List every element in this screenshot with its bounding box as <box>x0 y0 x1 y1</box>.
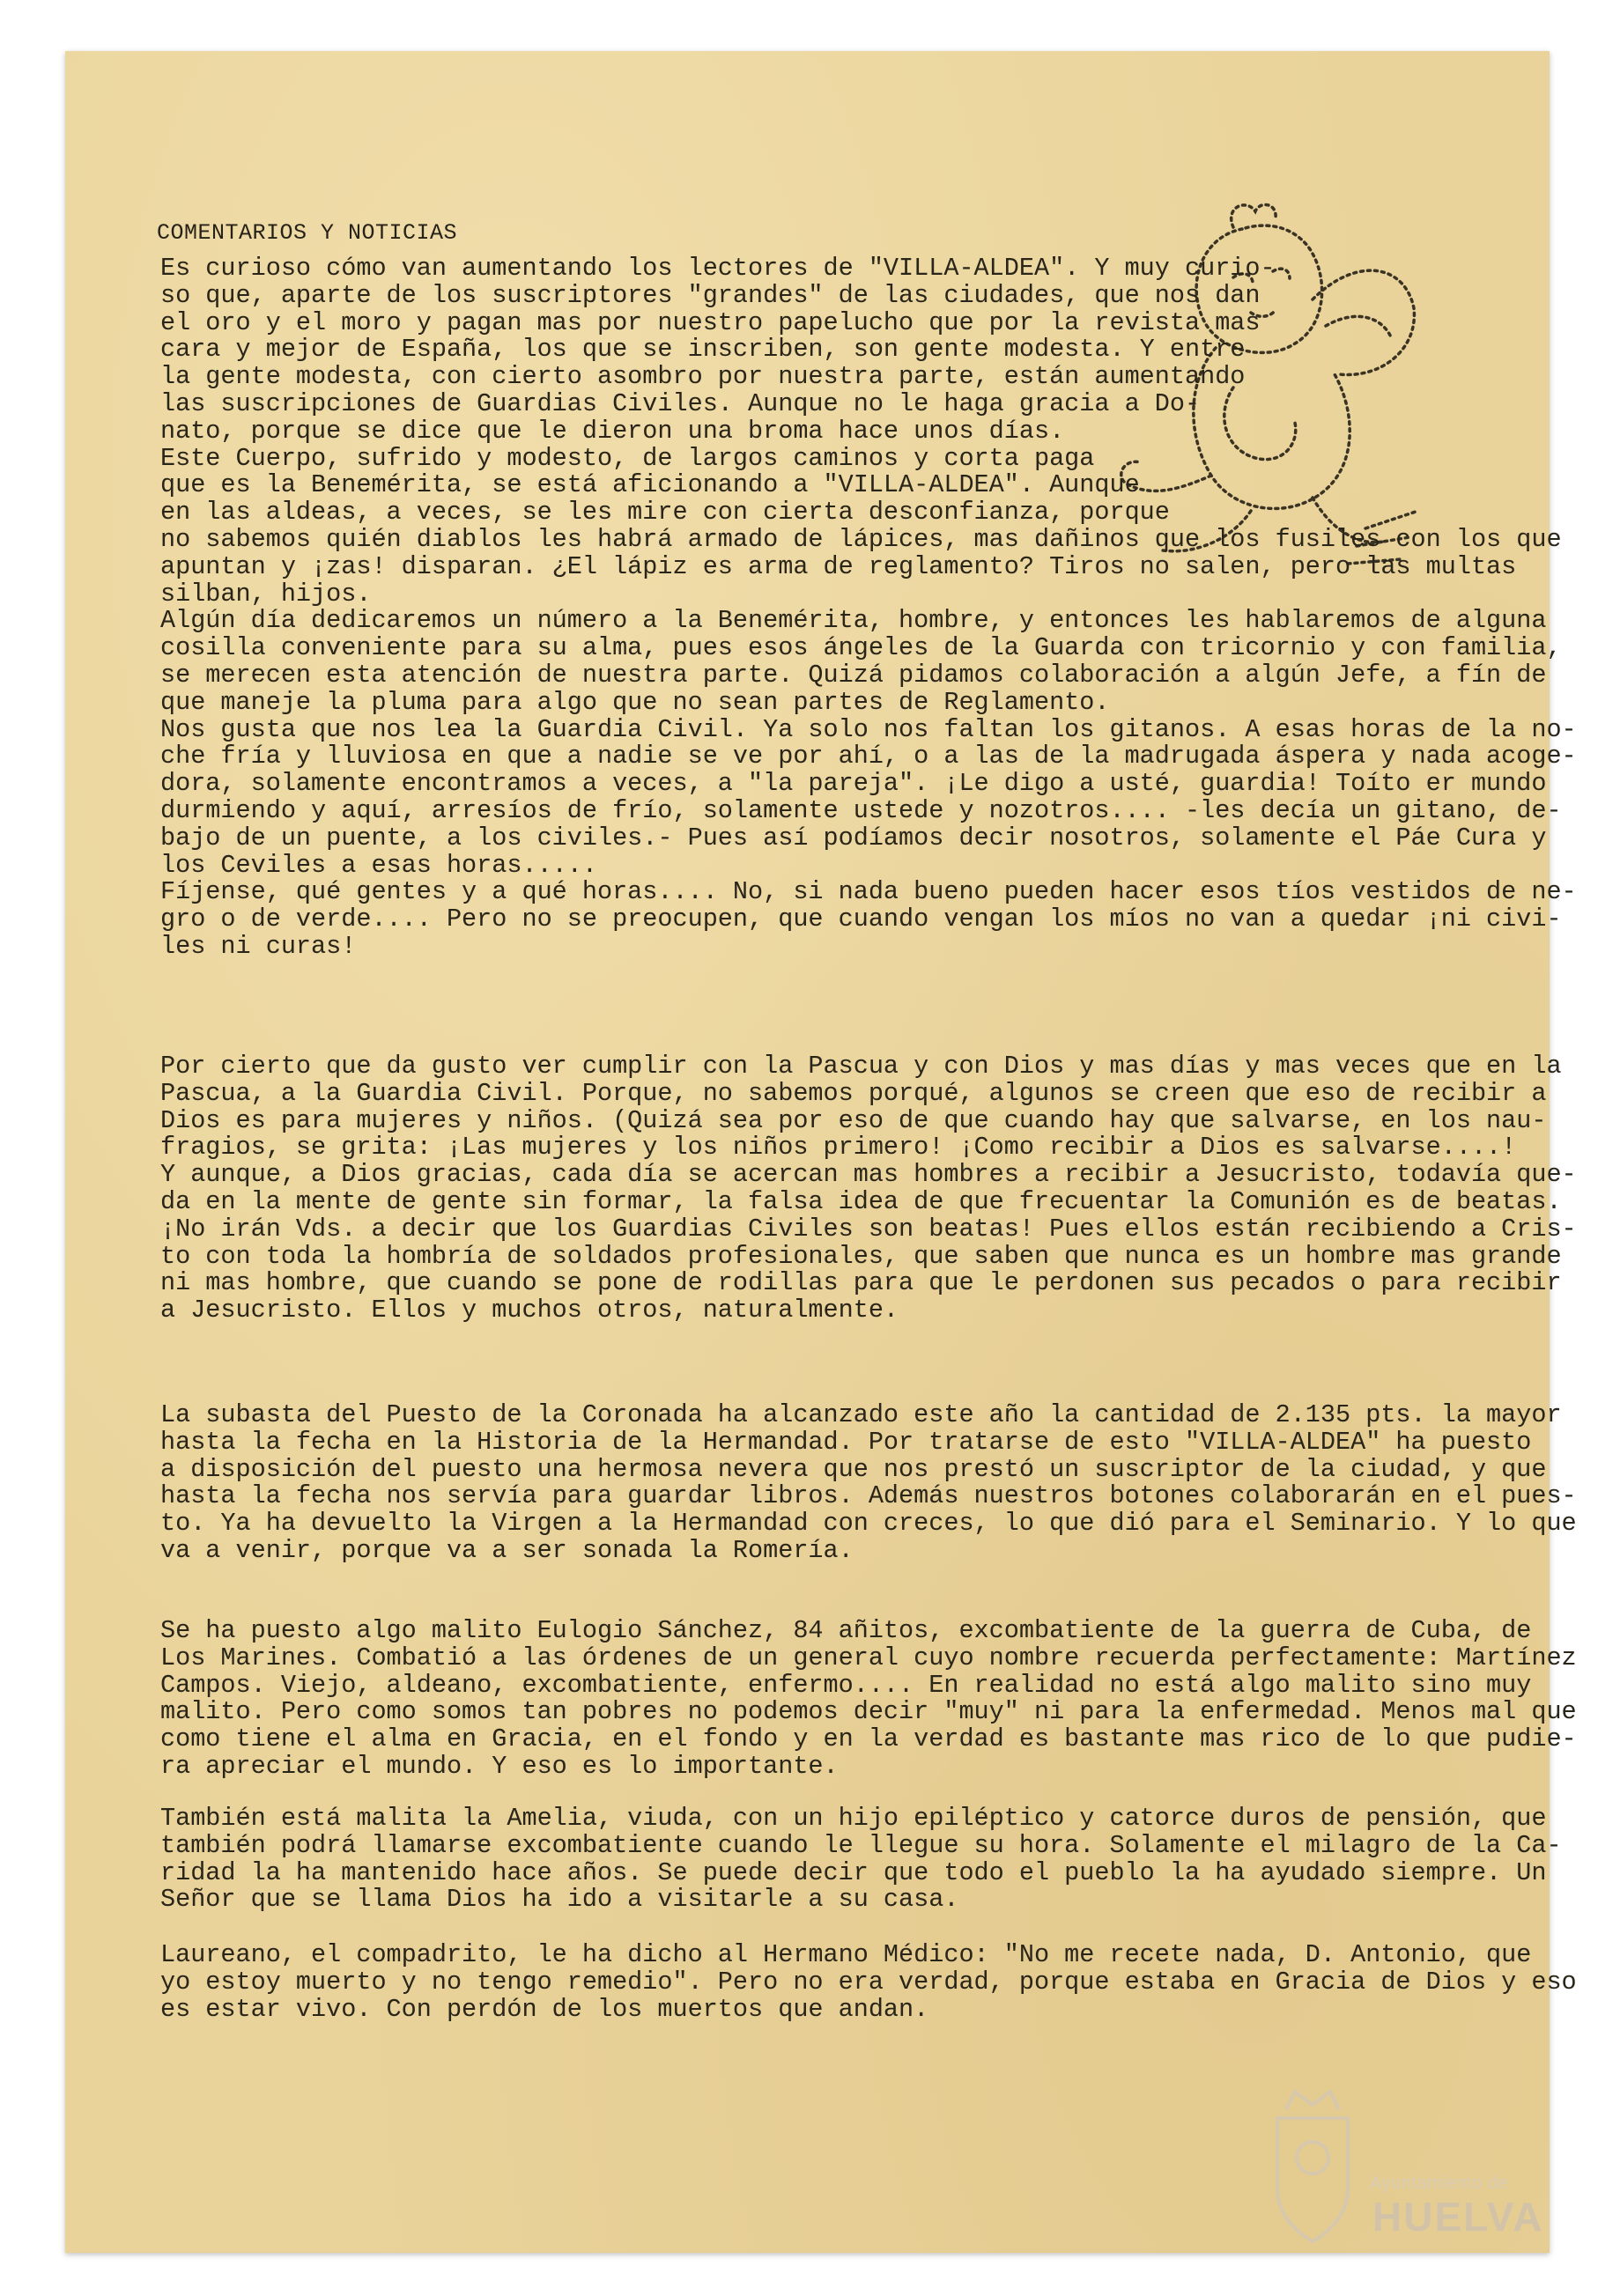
watermark-name: HUELVA <box>1372 2194 1544 2240</box>
paragraph-5: También está malita la Amelia, viuda, con un hijo epiléptico y catorce duros de pensión, que también podrá llamarse excombatiente cuando le llegue su hora. Solamente el milagro de la Ca- ridad la ha mantenido hace años. Se puede decir que todo el pueblo la ha ayudado siempre. Un Señor que se llama Dios ha ido a visitarle a su casa. <box>160 1804 1562 1915</box>
paragraph-4: Se ha puesto algo malito Eulogio Sánchez, 84 añitos, excombatiente de la guerra de Cuba, de Los Marines. Combatió a las órdenes de un general cuyo nombre recuerda perfectamente: Martínez Campos. Viejo, aldeano, excombatiente, enfermo.... En realidad no está algo malito sino muy malito. Pero como somos tan pobres no podemos decir "muy" ni para la enfermedad. Menos mal que como tiene el alma en Gracia, en el fondo y en la verdad es bastante mas rico de lo que pudie- ra apreciar el mundo. Y eso es lo importante. <box>160 1616 1577 1781</box>
paragraph-6: Laureano, el compadrito, le ha dicho al Hermano Médico: "No me recete nada, D. Antonio, que yo estoy muerto y no tengo remedio". Pero no era verdad, porque estaba en Gracia de Dios y eso es estar vivo. Con perdón de los muertos que andan. <box>160 1940 1577 2024</box>
watermark-caption: Ayuntamiento de <box>1370 2174 1509 2193</box>
paragraph-2: Por cierto que da gusto ver cumplir con la Pascua y con Dios y mas días y mas veces que en la Pascua, a la Guardia Civil. Porque, no sabemos porqué, algunos se creen que eso de recibir a Dios es para mujeres y niños. (Quizá sea por eso de que cuando hay que salvarse, en los nau- fragios, se grita: ¡Las mujeres y los niños primero! ¡Como recibir a Dios es salvarse....! Y aunque, a Dios gracias, cada día se acercan mas hombres a recibir a Jesucristo, todavía que- da en la mente de gente sin formar, la falsa idea de que frecuentar la Comunión es de beatas. ¡No irán Vds. a decir que los Guardias Civiles son beatas! Pues ellos están recibiendo a Cris- to con toda la hombría de soldados profesionales, que saben que nunca es un hombre mas grande ni mas hombre, que cuando se pone de rodillas para que le perdonen sus pecados o para recibir a Jesucristo. Ellos y muchos otros, naturalmente. <box>160 1052 1577 1325</box>
paragraph-3: La subasta del Puesto de la Coronada ha alcanzado este año la cantidad de 2.135 pts. la mayor hasta la fecha en la Historia de la Hermandad. Por tratarse de esto "VILLA-ALDEA" ha puesto a disposición del puesto una hermosa nevera que nos prestó un suscriptor de la ciudad, y que hasta la fecha nos servía para guardar libros. Además nuestros botones colaborarán en el pues- to. Ya ha devuelto la Virgen a la Hermandad con creces, lo que dió para el Seminario. Y lo que va a venir, porque va a ser sonada la Romería. <box>160 1400 1577 1565</box>
paragraph-1: Es curioso cómo van aumentando los lectores de "VILLA-ALDEA". Y muy curio- so que, aparte de los suscriptores "grandes" de las ciudades, que nos dan el oro y el moro y pagan mas por nuestro papelucho que por la revista mas cara y mejor de España, los que se inscriben, son gente modesta. Y entre la gente modesta, con cierto asombro por nuestra parte, están aumentando las suscripciones de Guardias Civiles. Aunque no le haga gracia a Do- nato, porque se dice que le dieron una broma hace unos días. Este Cuerpo, sufrido y modesto, de largos caminos y corta paga que es la Benemérita, se está aficionando a "VILLA-ALDEA". Aunque en las aldeas, a veces, se les mire con cierta desconfianza, porque no sabemos quién diablos les habrá armado de lápices, mas dañinos que los fusiles con los que apuntan y ¡zas! disparan. ¿El lápiz es arma de reglamento? Tiros no salen, pero las multas silban, hijos. Algún día dedicaremos un número a la Benemérita, hombre, y entonces les hablaremos de alguna cosilla conveniente para su alma, pues esos ángeles de la Guarda con tricornio y con familia, se merecen esta atención de nuestra parte. Quizá pidamos colaboración a algún Jefe, a fín de que maneje la pluma para algo que no sean partes de Reglamento. Nos gusta que nos lea la Guardia Civil. Ya solo nos faltan los gitanos. A esas horas de la no- che fría y lluviosa en que a nadie se ve por ahí, o a las de la madrugada áspera y nada acoge- dora, solamente encontramos a veces, a "la pareja". ¡Le digo a usté, guardia! Toíto er mundo durmiendo y aquí, arresíos de frío, solamente ustede y nozotros.... -les decía un gitano, de- bajo de un puente, a los civiles.- Pues así podíamos decir nosotros, solamente el Páe Cura y los Ceviles a esas horas..... Fíjense, qué gentes y a qué horas.... No, si nada bueno pueden hacer esos tíos vestidos de ne- gro o de verde.... Pero no se preocupen, que cuando vengan los míos no van a quedar ¡ni civi- les ni curas! <box>160 254 1577 961</box>
document-heading: COMENTARIOS Y NOTICIAS <box>157 220 458 246</box>
